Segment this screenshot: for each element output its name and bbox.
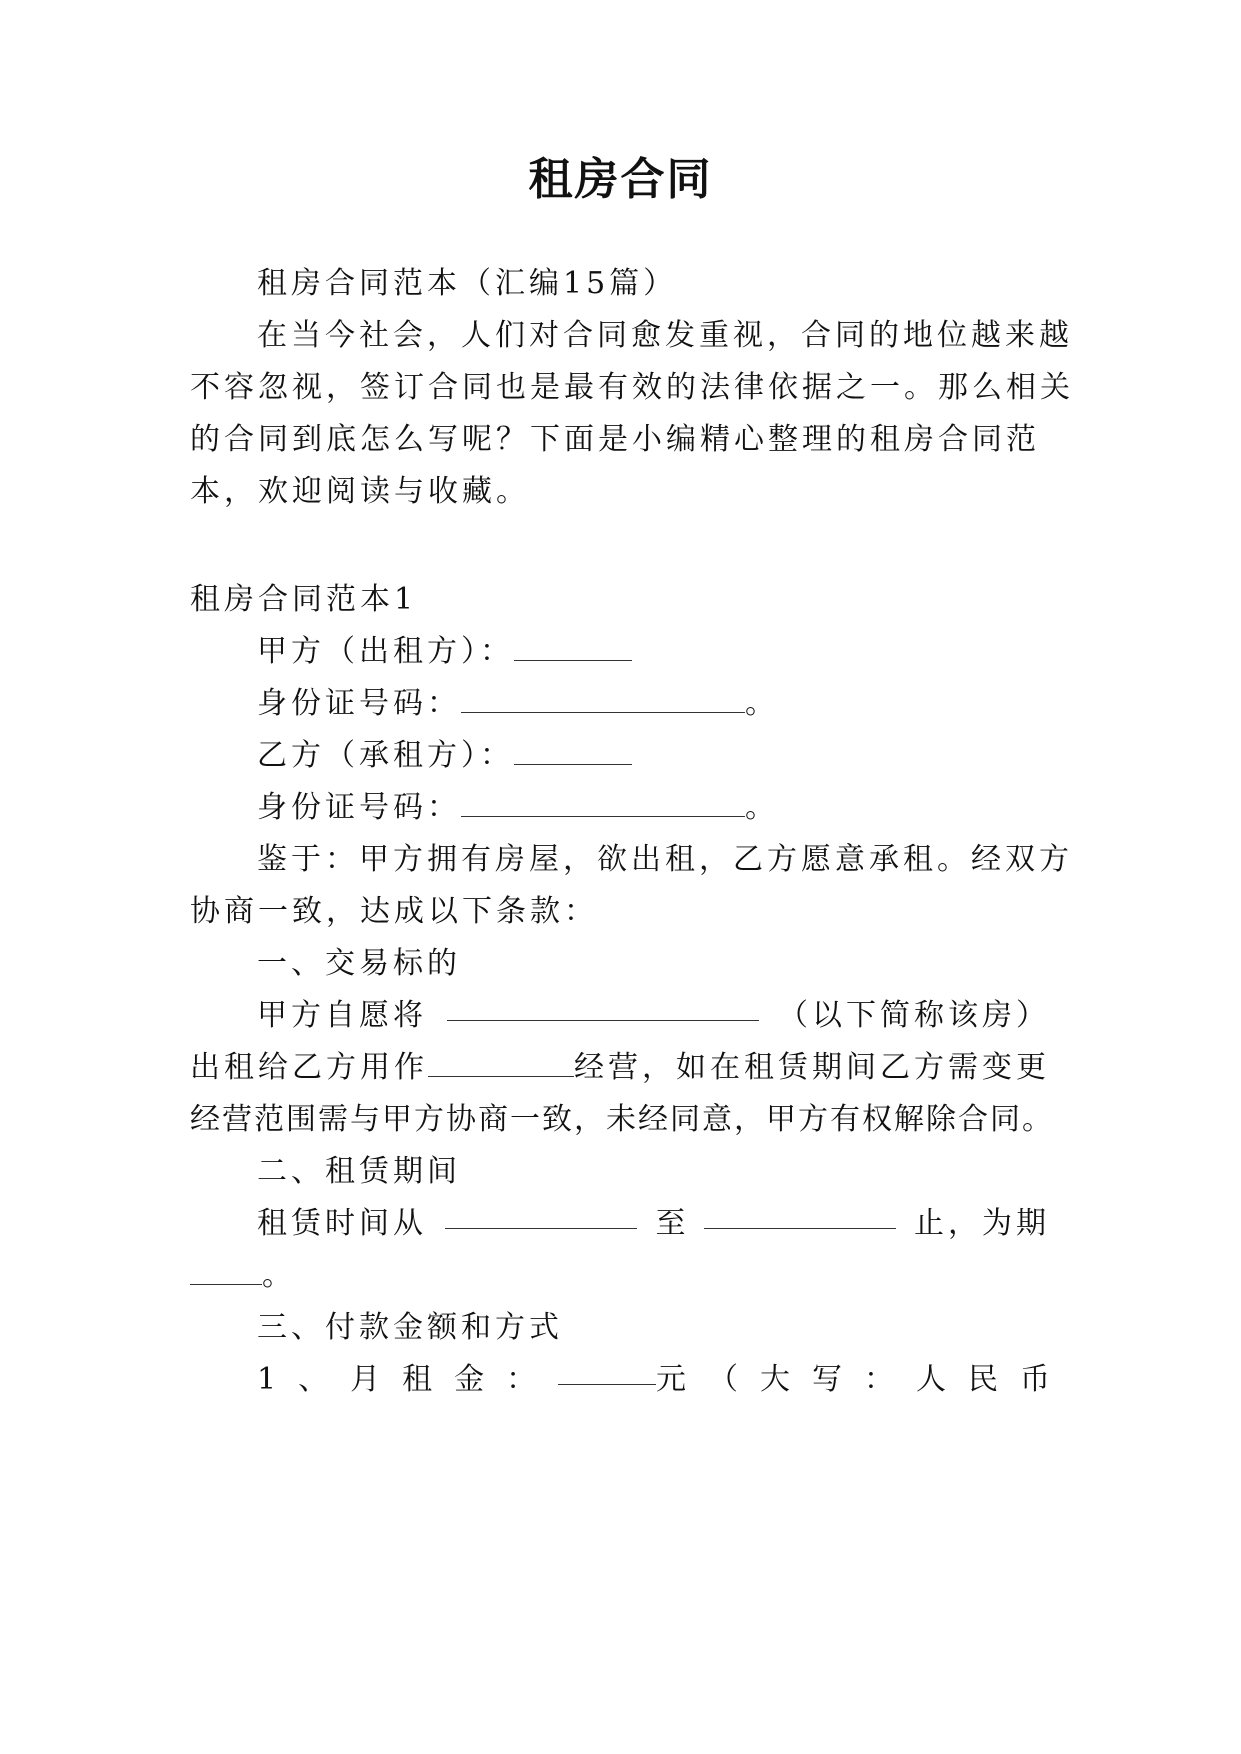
party-b-blank <box>514 738 632 765</box>
party-a-id-label: 身份证号码： <box>257 686 461 721</box>
whereas-line-1: 鉴于：甲方拥有房屋，欲出租，乙方愿意承租。经双方 <box>257 842 1073 877</box>
party-b-id-label: 身份证号码： <box>257 790 461 825</box>
party-b-label: 乙方（承租方）： <box>257 738 514 773</box>
clause-3-text-b: 元（大写：人民币 <box>656 1362 1072 1397</box>
term-blank <box>190 1258 262 1285</box>
party-a-id-line <box>257 682 779 726</box>
party-a-id-blank <box>461 686 745 713</box>
party-a-line <box>257 630 632 674</box>
clause-1-title: 一、交易标的 <box>257 946 461 981</box>
clause-1-text-a: 甲方自愿将 <box>257 998 427 1033</box>
clause-2-end: 。 <box>262 1258 296 1293</box>
clause-1-text-d: 经营，如在租赁期间乙方需变更 <box>574 1050 1050 1085</box>
clause-1-line-1 <box>257 994 1050 1038</box>
clause-2-title: 二、租赁期间 <box>257 1154 461 1189</box>
intro-line-4: 本，欢迎阅读与收藏。 <box>190 474 530 509</box>
party-b-id-line <box>257 786 779 830</box>
property-blank <box>447 994 759 1021</box>
document-title: 租房合同 <box>528 154 713 205</box>
clause-3-title: 三、付款金额和方式 <box>257 1310 563 1345</box>
intro-line-1: 在当今社会，人们对合同愈发重视，合同的地位越来越 <box>257 318 1073 353</box>
intro-line-2: 不容忽视，签订合同也是最有效的法律依据之一。那么相关 <box>190 370 1074 405</box>
intro-line-3: 的合同到底怎么写呢？下面是小编精心整理的租房合同范 <box>190 422 1040 457</box>
end-date-blank <box>704 1202 896 1229</box>
subtitle: 租房合同范本（汇编15篇） <box>257 266 678 301</box>
party-b-line <box>257 734 632 778</box>
period-mark: 。 <box>745 686 779 721</box>
clause-2-line-1 <box>257 1202 1050 1246</box>
clause-1-text-c: 出租给乙方用作 <box>190 1050 428 1085</box>
clause-2-line-2 <box>190 1254 296 1298</box>
party-b-id-blank <box>461 790 745 817</box>
party-a-label: 甲方（出租方）： <box>257 634 514 669</box>
whereas-line-2: 协商一致，达成以下条款： <box>190 894 598 929</box>
clause-3-text-a: 1、月租金： <box>257 1362 559 1397</box>
section-title: 租房合同范本1 <box>190 582 418 617</box>
clause-3-line-1 <box>257 1358 1072 1402</box>
clause-2-text-a: 租赁时间从 <box>257 1206 427 1241</box>
start-date-blank <box>445 1202 637 1229</box>
clause-2-text-c: 止，为期 <box>914 1206 1050 1241</box>
clause-1-text-b: （以下简称该房） <box>778 998 1050 1033</box>
rent-amount-blank <box>558 1358 656 1385</box>
clause-1-line-2 <box>190 1046 1050 1090</box>
party-a-blank <box>514 634 632 661</box>
usage-blank <box>428 1050 574 1077</box>
period-mark: 。 <box>745 790 779 825</box>
clause-1-line-3: 经营范围需与甲方协商一致，未经同意，甲方有权解除合同。 <box>190 1102 1054 1137</box>
clause-2-text-b: 至 <box>655 1206 686 1241</box>
